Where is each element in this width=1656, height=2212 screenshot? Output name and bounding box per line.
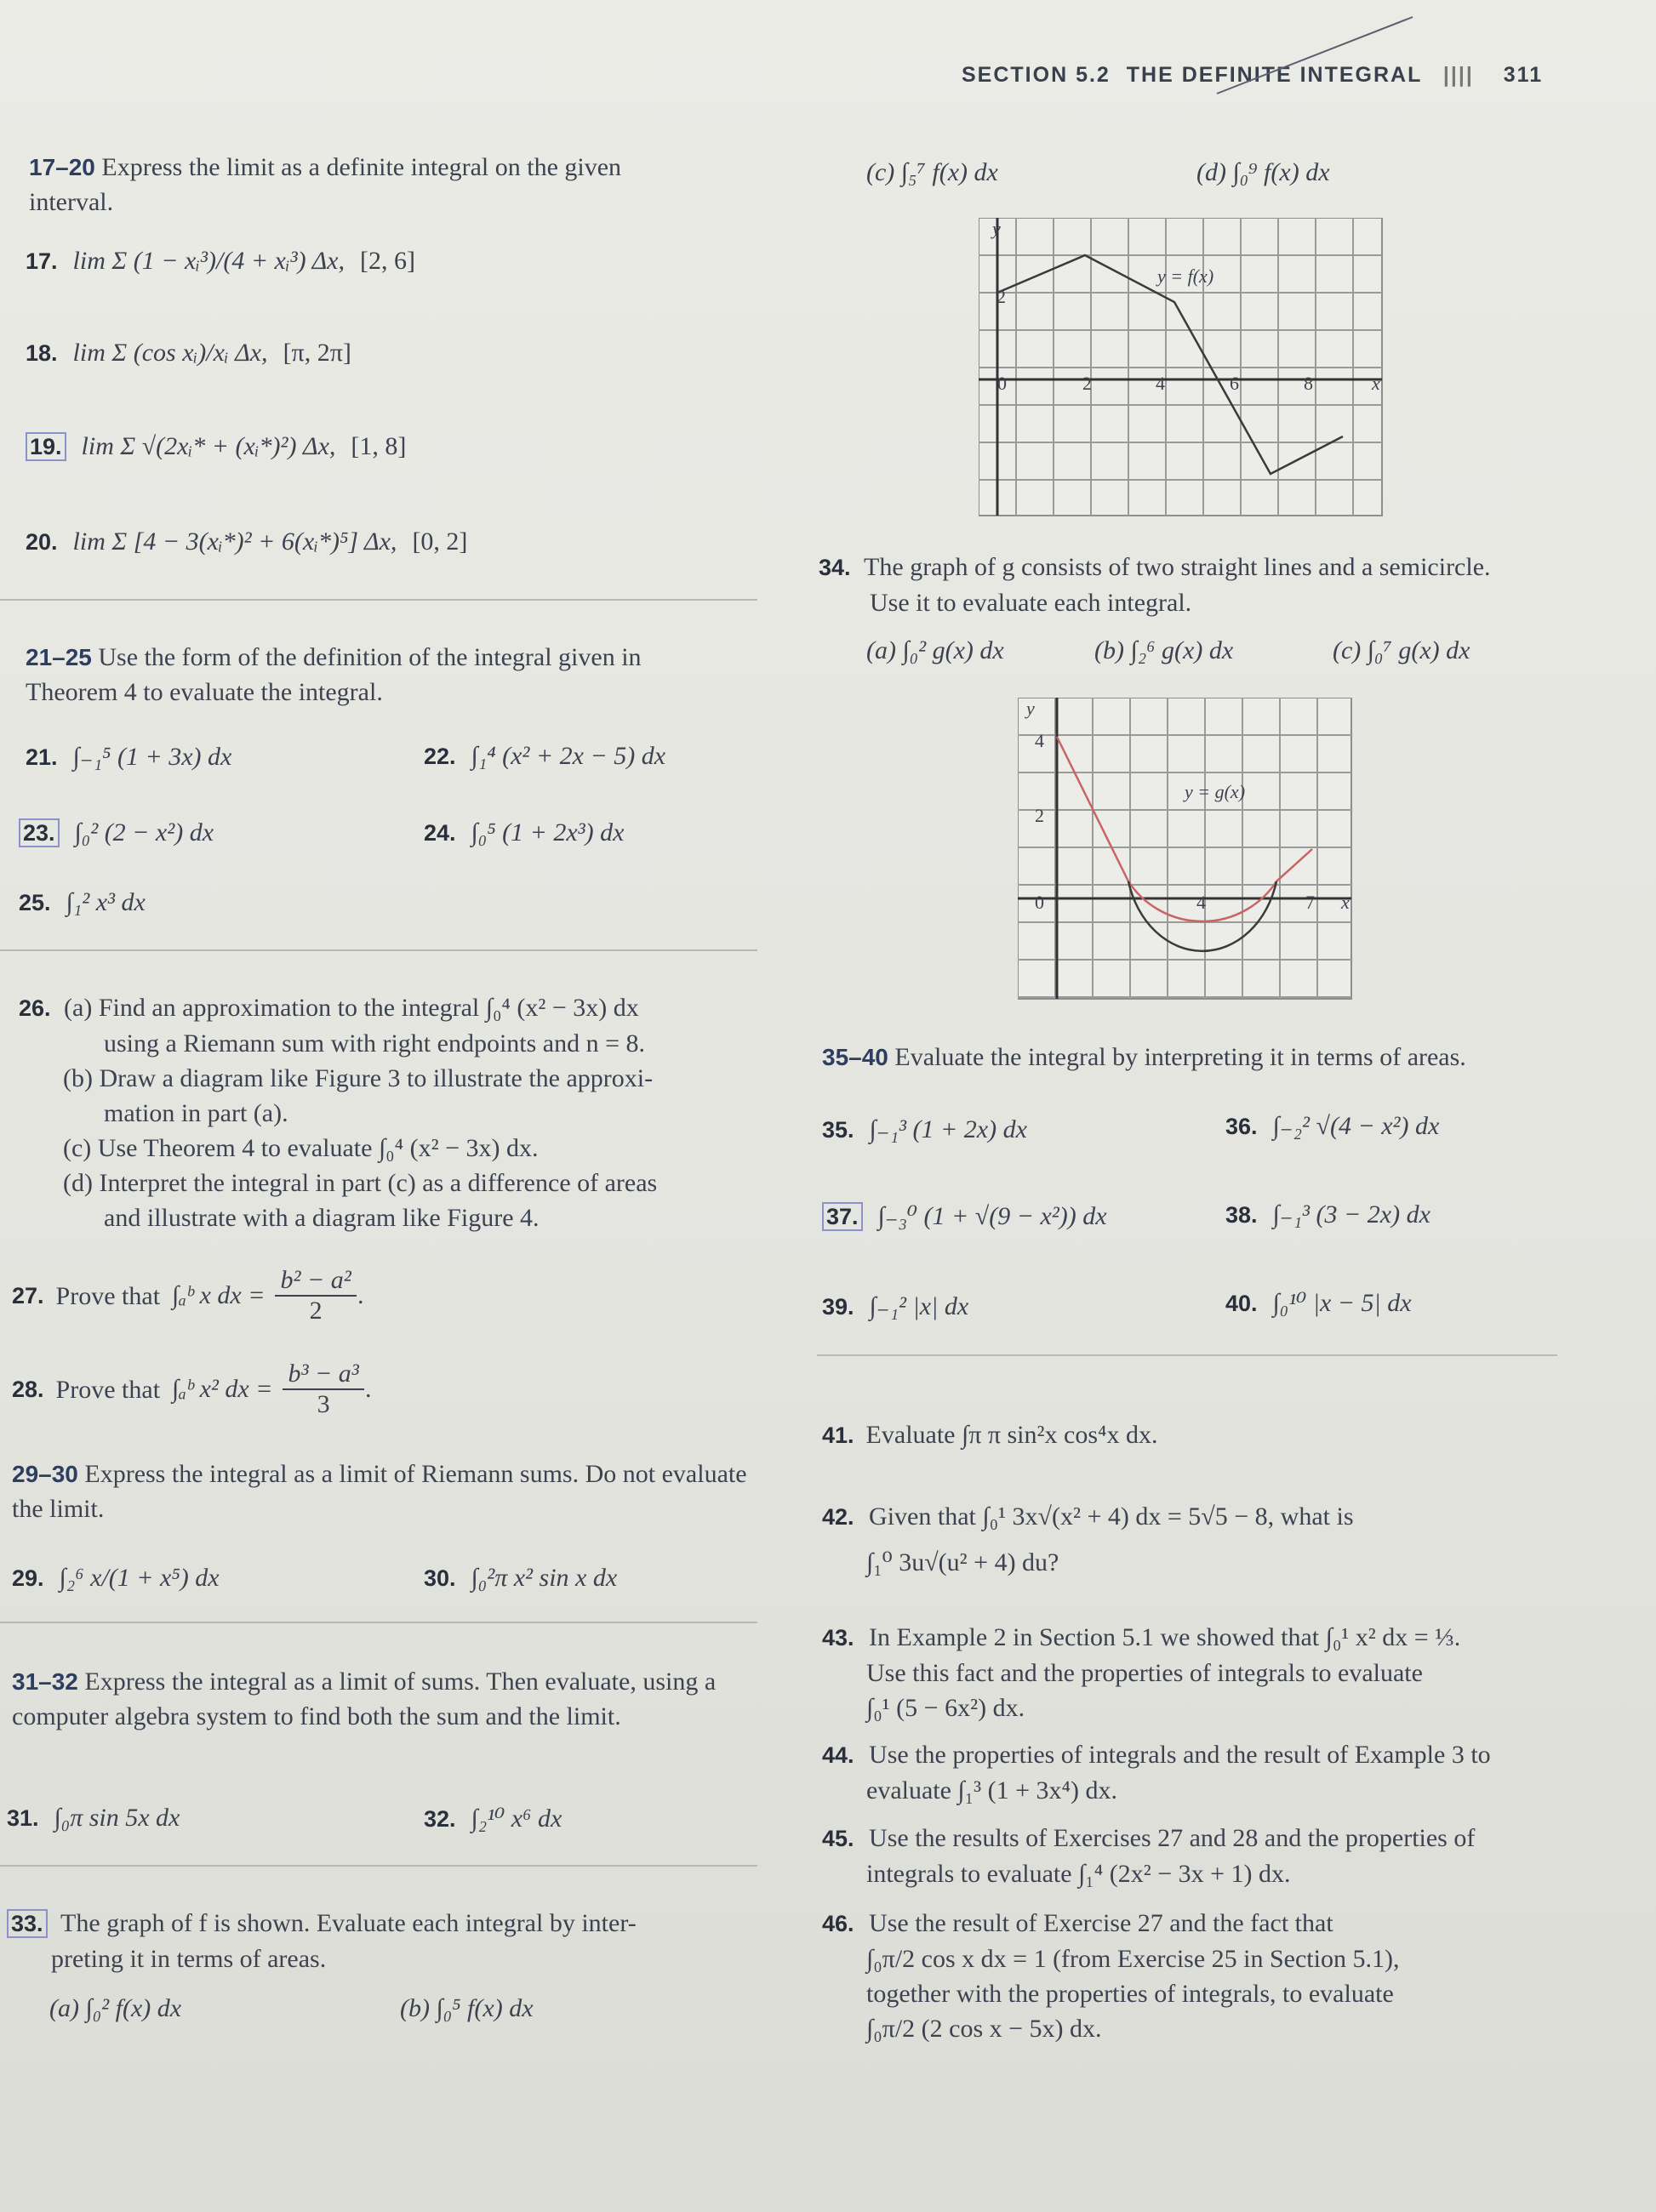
exercise-expression: ∫₋₁⁵ (1 + 3x) dx [72, 743, 232, 771]
section-number: SECTION 5.2 [962, 63, 1111, 87]
exercise-number: 41. [822, 1422, 854, 1448]
exercise-29 [12, 1564, 220, 1593]
exercise-34-part-c: (c) ∫₀⁷ g(x) dx [1333, 636, 1470, 664]
exercise-text-cont: Use this fact and the properties of integrals to evaluate [866, 1659, 1423, 1687]
range-label: 31–32 [12, 1668, 78, 1695]
part-b-cont: mation in part (a). [104, 1099, 288, 1127]
exercise-number: 36. [1225, 1114, 1258, 1139]
exercise-45 [822, 1821, 1639, 1891]
origin-label: 0 [1035, 892, 1044, 913]
curve-label: y = f(x) [1157, 265, 1214, 287]
exercise-34 [819, 550, 1644, 620]
exercise-41 [822, 1417, 1157, 1452]
section-divider [0, 1622, 757, 1623]
instruction-17-20 [29, 150, 693, 219]
exercise-expression: lim Σ [4 − 3(xᵢ*)² + 6(xᵢ*)⁵] Δx, [72, 527, 397, 556]
graph-grid [979, 218, 1382, 516]
exercise-33-part-c: (c) ∫₅⁷ f(x) dx [866, 158, 998, 186]
section-divider [817, 1354, 1557, 1356]
exercise-23 [19, 818, 214, 847]
exercise-31 [7, 1804, 180, 1833]
x-tick-2: 2 [1082, 373, 1092, 394]
exercise-number: 28. [12, 1376, 44, 1402]
instruction-29-30 [12, 1457, 752, 1526]
exercise-text: The graph of g consists of two straight lines and a semicircle. [864, 553, 1491, 581]
exercise-integral: ∫ₐᵇ x² dx = [172, 1375, 273, 1403]
exercise-38 [1225, 1200, 1430, 1229]
exercise-text: Use the result of Exercise 27 and the fact that [869, 1909, 1333, 1937]
section-divider [0, 599, 757, 601]
exercise-number-highlighted: 37. [822, 1202, 863, 1231]
exercise-number: 21. [26, 744, 58, 770]
instruction-text: Express the integral as a limit of Riemann sums. Do not evaluate the limit. [12, 1460, 747, 1523]
exercise-expression: ∫₋₁² |x| dx [869, 1292, 969, 1320]
x-tick-4: 4 [1156, 373, 1165, 394]
exercise-expression: ∫₀² (2 − x²) dx [74, 818, 214, 847]
exercise-number: 43. [822, 1625, 854, 1650]
y-tick-2: 2 [1035, 805, 1044, 826]
exercise-number: 17. [26, 248, 58, 274]
y-axis-label: y [1026, 698, 1035, 719]
x-tick-7: 7 [1305, 892, 1315, 913]
exercise-19 [26, 432, 406, 461]
y-tick-2: 2 [996, 286, 1006, 307]
exercise-text: In Example 2 in Section 5.1 we showed that ∫₀¹ x² dx = ⅓. [869, 1623, 1461, 1651]
section-title: THE DEFINITE INTEGRAL [1126, 63, 1422, 87]
exercise-33-part-a: (a) ∫₀² f(x) dx [49, 1994, 182, 2022]
x-tick-8: 8 [1304, 373, 1313, 394]
exercise-27: 27. Prove that ∫ₐᵇ x dx = $\frac{\text{b² − a²}}{2}$ . [12, 1266, 365, 1325]
part-c: (c) Use Theorem 4 to evaluate ∫₀⁴ (x² − 3x) dx. [63, 1134, 539, 1162]
exercise-number: 18. [26, 340, 58, 366]
exercise-34-part-b: (b) ∫₂⁶ g(x) dx [1094, 636, 1234, 664]
exercise-interval: [1, 8] [351, 432, 407, 460]
instruction-31-32 [12, 1664, 718, 1734]
x-tick-6: 6 [1230, 373, 1239, 394]
exercise-integral: ∫ₐᵇ x dx = [172, 1281, 266, 1309]
exercise-24 [424, 818, 624, 847]
part-d: (d) Interpret the integral in part (c) as a difference of areas [63, 1169, 658, 1197]
section-divider [0, 949, 757, 951]
exercise-44 [822, 1737, 1639, 1808]
exercise-expression: lim Σ √(2xᵢ* + (xᵢ*)²) Δx, [81, 432, 336, 460]
x-axis-label: x [1341, 892, 1350, 913]
denominator: 2 [309, 1297, 323, 1325]
exercise-32 [424, 1804, 562, 1833]
exercise-expression: ∫₁⁴ (x² + 2x − 5) dx [471, 742, 666, 770]
exercise-text-cont: together with the properties of integrals, to evaluate [866, 1980, 1394, 2008]
exercise-interval: [2, 6] [360, 247, 415, 275]
exercise-text: Evaluate ∫π π sin²x cos⁴x dx. [865, 1421, 1158, 1449]
exercise-18 [26, 339, 351, 368]
range-label: 17–20 [29, 154, 95, 180]
exercise-number: 40. [1225, 1291, 1258, 1316]
exercise-number-highlighted: 19. [26, 432, 66, 461]
exercise-number: 46. [822, 1911, 854, 1936]
stray-pen-line [1208, 13, 1421, 98]
exercise-number: 34. [819, 555, 851, 580]
y-tick-4: 4 [1035, 730, 1044, 751]
part-a: (a) Find an approximation to the integral ∫₀⁴ (x² − 3x) dx [64, 994, 639, 1022]
fraction [275, 1266, 356, 1325]
graph-f [979, 218, 1384, 517]
exercise-36 [1225, 1111, 1439, 1141]
exercise-expression: ∫₀⁵ (1 + 2x³) dx [471, 818, 625, 847]
range-label: 21–25 [26, 644, 92, 670]
exercise-39 [822, 1291, 968, 1321]
exercise-expression: ∫₂⁶ x/(1 + x⁵) dx [59, 1564, 220, 1592]
instruction-21-25 [26, 640, 706, 710]
fraction [283, 1360, 363, 1419]
exercise-number: 30. [424, 1565, 456, 1591]
exercise-number: 44. [822, 1742, 854, 1768]
exercise-text: The graph of f is shown. Evaluate each integral by inter- [60, 1909, 637, 1937]
exercise-number: 32. [424, 1806, 456, 1832]
exercise-interval: [π, 2π] [283, 339, 351, 367]
exercise-17 [26, 247, 415, 276]
exercise-text-cont: ∫₁⁰ 3u√(u² + 4) du? [866, 1548, 1059, 1576]
exercise-number: 31. [7, 1805, 39, 1831]
range-label: 29–30 [12, 1461, 78, 1487]
exercise-expression: lim Σ (cos xᵢ)/xᵢ Δx, [72, 339, 268, 367]
exercise-42 [822, 1499, 1639, 1580]
exercise-expression: ∫₀¹⁰ |x − 5| dx [1272, 1289, 1412, 1317]
exercise-22 [424, 742, 665, 771]
exercise-number: 24. [424, 820, 456, 846]
exercise-text-cont: ∫₀π/2 (2 cos x − 5x) dx. [866, 2015, 1102, 2043]
y-axis-label: y [992, 218, 1001, 239]
exercise-text-cont: ∫₀¹ (5 − 6x²) dx. [866, 1694, 1025, 1722]
exercise-26 [19, 990, 759, 1235]
exercise-37 [822, 1201, 1107, 1231]
x-tick-4: 4 [1196, 892, 1206, 913]
exercise-expression: ∫₋₂² √(4 − x²) dx [1272, 1112, 1440, 1140]
part-d-cont: and illustrate with a diagram like Figure 4. [104, 1204, 540, 1232]
exercise-number: 35. [822, 1117, 854, 1143]
exercise-46 [822, 1906, 1639, 2046]
exercise-expression: ∫₋₁³ (1 + 2x) dx [869, 1115, 1027, 1143]
exercise-number: 39. [822, 1294, 854, 1320]
exercise-40 [1225, 1288, 1412, 1318]
exercise-28: 28. Prove that ∫ₐᵇ x² dx = $\frac{\text{b³ − a³}}{3}$ . [12, 1360, 373, 1418]
exercise-number-highlighted: 23. [19, 818, 60, 847]
header-separator: |||| [1442, 63, 1474, 87]
exercise-text-cont: preting it in terms of areas. [51, 1945, 327, 1973]
exercise-33-part-d: (d) ∫₀⁹ f(x) dx [1196, 158, 1330, 186]
exercise-text-cont: evaluate ∫₁³ (1 + 3x⁴) dx. [866, 1776, 1117, 1804]
exercise-prefix: Prove that [55, 1375, 161, 1404]
instruction-text: Express the integral as a limit of sums. Then evaluate, using a computer algebra system to find both the sum and the limit. [12, 1668, 717, 1730]
exercise-interval: [0, 2] [412, 527, 468, 556]
range-label: 35–40 [822, 1044, 888, 1070]
exercise-expression: ∫₋₃⁰ (1 + √(9 − x²)) dx [877, 1202, 1107, 1230]
section-divider [0, 1865, 757, 1867]
instruction-text: Express the limit as a definite integral on the given interval. [29, 153, 622, 216]
exercise-text-cont: Use it to evaluate each integral. [870, 589, 1192, 617]
numerator: b² − a² [275, 1266, 356, 1297]
exercise-text: Given that ∫₀¹ 3x√(x² + 4) dx = 5√5 − 8, what is [869, 1502, 1354, 1531]
exercise-text: Use the properties of integrals and the result of Example 3 to [869, 1741, 1491, 1769]
exercise-text-cont: ∫₀π/2 cos x dx = 1 (from Exercise 25 in Section 5.1), [866, 1945, 1400, 1973]
exercise-number: 26. [19, 995, 51, 1021]
origin-label: 0 [997, 373, 1007, 394]
part-b: (b) Draw a diagram like Figure 3 to illustrate the approxi- [63, 1064, 654, 1092]
exercise-expression: ∫₀²π x² sin x dx [471, 1564, 618, 1592]
exercise-number: 25. [19, 890, 51, 915]
exercise-number: 20. [26, 529, 58, 555]
exercise-number: 29. [12, 1565, 44, 1591]
exercise-20 [26, 527, 467, 556]
exercise-text: Use the results of Exercises 27 and 28 and the properties of [869, 1824, 1476, 1852]
denominator: 3 [317, 1390, 330, 1418]
numerator: b³ − a³ [283, 1360, 363, 1390]
exercise-34-part-a: (a) ∫₀² g(x) dx [866, 636, 1004, 664]
exercise-21 [26, 742, 231, 772]
exercise-25 [19, 888, 146, 917]
exercise-expression: ∫₀π sin 5x dx [54, 1804, 180, 1832]
exercise-expression: ∫₂¹⁰ x⁶ dx [471, 1804, 562, 1833]
part-a-cont: using a Riemann sum with right endpoints and n = 8. [104, 1029, 646, 1058]
x-axis-label: x [1372, 373, 1380, 394]
exercise-expression: lim Σ (1 − xᵢ³)/(4 + xᵢ³) Δx, [72, 247, 345, 275]
exercise-number-highlighted: 33. [7, 1909, 48, 1938]
exercise-number: 38. [1225, 1202, 1258, 1228]
exercise-expression: ∫₋₁³ (3 − 2x) dx [1272, 1200, 1430, 1229]
exercise-33 [7, 1906, 756, 1976]
exercise-30 [424, 1564, 617, 1593]
page-number: 311 [1503, 63, 1544, 87]
exercise-prefix: Prove that [55, 1281, 161, 1310]
exercise-text-cont: integrals to evaluate ∫₁⁴ (2x² − 3x + 1) dx. [866, 1860, 1291, 1888]
curve-label: y = g(x) [1185, 781, 1246, 802]
exercise-number: 45. [822, 1826, 854, 1851]
exercise-number: 27. [12, 1282, 44, 1308]
exercise-expression: ∫₁² x³ dx [66, 888, 146, 916]
graph-g [1018, 698, 1353, 1001]
exercise-number: 42. [822, 1504, 854, 1530]
exercise-43 [822, 1620, 1639, 1725]
instruction-text: Use the form of the definition of the integral given in Theorem 4 to evaluate the integral. [26, 643, 642, 706]
exercise-number: 22. [424, 744, 456, 769]
exercise-33-part-b: (b) ∫₀⁵ f(x) dx [400, 1994, 534, 2022]
instruction-text: Evaluate the integral by interpreting it in terms of areas. [894, 1043, 1466, 1071]
instruction-35-40 [822, 1040, 1639, 1075]
exercise-35 [822, 1115, 1027, 1144]
